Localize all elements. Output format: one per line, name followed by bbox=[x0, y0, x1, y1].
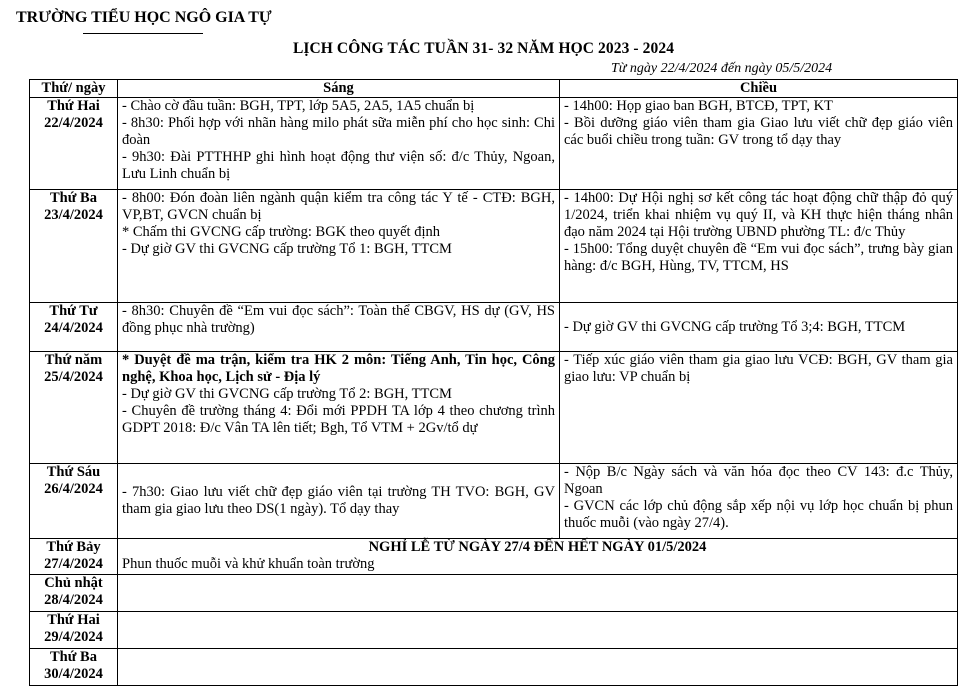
day-name: Chủ nhật bbox=[44, 575, 103, 591]
holiday-row bbox=[30, 539, 958, 575]
morning-item-highlight: * Duyệt đề ma trận, kiểm tra HK 2 môn: Tiếng Anh, Tin học, Công nghệ, Khoa học, Lịch sử - Địa lý bbox=[122, 352, 555, 385]
day-cell bbox=[30, 539, 118, 575]
morning-item: * Chấm thi GVCNG cấp trường: BGK theo quyết định bbox=[122, 224, 440, 240]
day-date: 27/4/2024 bbox=[44, 556, 103, 572]
date-range: Từ ngày 22/4/2024 đến ngày 05/5/2024 bbox=[611, 61, 833, 76]
schedule-row bbox=[30, 190, 958, 303]
holiday-row bbox=[30, 649, 958, 686]
day-date: 30/4/2024 bbox=[44, 666, 103, 682]
day-date: 24/4/2024 bbox=[44, 320, 103, 336]
day-name: Thứ Sáu bbox=[46, 464, 101, 480]
schedule-table bbox=[29, 79, 958, 686]
document-title: LỊCH CÔNG TÁC TUẦN 31- 32 NĂM HỌC 2023 - 2024 bbox=[292, 40, 675, 57]
school-name: TRƯỜNG TIỂU HỌC NGÔ GIA TỰ bbox=[16, 9, 272, 26]
header-row bbox=[30, 80, 958, 98]
morning-item: - Dự giờ GV thi GVCNG cấp trường Tổ 1: BGH, TTCM bbox=[122, 241, 452, 257]
afternoon-cell bbox=[560, 190, 958, 303]
holiday-row bbox=[30, 612, 958, 649]
morning-item: - 8h30: Phối hợp với nhãn hàng milo phát sữa miễn phí cho học sinh: Chi đoàn bbox=[122, 115, 555, 148]
afternoon-item: - Nộp B/c Ngày sách và văn hóa đọc theo CV 143: đ.c Thủy, Ngoan bbox=[564, 464, 953, 497]
day-cell bbox=[30, 464, 118, 539]
day-date: 26/4/2024 bbox=[44, 481, 103, 497]
afternoon-cell bbox=[560, 98, 958, 190]
afternoon-cell bbox=[560, 303, 958, 352]
empty-cell bbox=[118, 575, 958, 612]
day-name: Thứ Ba bbox=[50, 649, 97, 665]
holiday-note: Phun thuốc muỗi và khử khuẩn toàn trường bbox=[122, 556, 375, 572]
schedule-row bbox=[30, 303, 958, 352]
morning-item: - 9h30: Đài PTTHHP ghi hình hoạt động thư viện số: đ/c Thủy, Ngoan, Lưu Linh chuẩn bị bbox=[122, 149, 555, 182]
afternoon-cell bbox=[560, 464, 958, 539]
afternoon-item: - GVCN các lớp chủ động sắp xếp nội vụ lớp học chuẩn bị phun thuốc muỗi (vào ngày 27/4). bbox=[564, 498, 953, 531]
column-header-morning: Sáng bbox=[118, 80, 560, 98]
day-date: 23/4/2024 bbox=[44, 207, 103, 223]
afternoon-item: - Dự giờ GV thi GVCNG cấp trường Tổ 3;4: BGH, TTCM bbox=[564, 318, 906, 335]
day-date: 29/4/2024 bbox=[44, 629, 103, 645]
afternoon-item: - 14h00: Dự Hội nghị sơ kết công tác hoạt động chữ thập đỏ quý 1/2024, triển khai nhiệm vụ quý II, và KH thực hiện tháng nhân đạo năm 2024 tại Hội trường UBND phường TL: đ/c Thủy bbox=[564, 190, 953, 240]
day-name: Thứ Bảy bbox=[46, 539, 101, 555]
day-name: Thứ năm bbox=[44, 352, 103, 368]
day-cell bbox=[30, 649, 118, 686]
schedule-row bbox=[30, 352, 958, 464]
day-cell bbox=[30, 190, 118, 303]
morning-item: - Chào cờ đầu tuần: BGH, TPT, lớp 5A5, 2A5, 1A5 chuẩn bị bbox=[122, 98, 475, 114]
afternoon-cell bbox=[560, 352, 958, 464]
afternoon-item: - Bồi dưỡng giáo viên tham gia Giao lưu viết chữ đẹp giáo viên các buổi chiều trong tuần: GV trong tổ dạy thay bbox=[564, 115, 953, 148]
afternoon-item: - 14h00: Họp giao ban BGH, BTCĐ, TPT, KT bbox=[564, 98, 833, 114]
empty-cell bbox=[118, 612, 958, 649]
holiday-row bbox=[30, 575, 958, 612]
holiday-title: NGHỈ LỄ TỪ NGÀY 27/4 ĐẾN HẾT NGÀY 01/5/2024 bbox=[368, 539, 707, 555]
morning-item: - 8h00: Đón đoàn liên ngành quận kiểm tra công tác Y tế - CTĐ: BGH, VP,BT, GVCN chuẩn bị bbox=[122, 190, 555, 223]
afternoon-item: - Tiếp xúc giáo viên tham gia giao lưu VCĐ: BGH, GV tham gia giao lưu: VP chuẩn bị bbox=[564, 352, 953, 385]
day-date: 22/4/2024 bbox=[44, 115, 103, 131]
school-name-underline bbox=[83, 33, 203, 34]
day-cell bbox=[30, 98, 118, 190]
column-header-afternoon: Chiều bbox=[560, 80, 958, 98]
morning-cell bbox=[118, 352, 560, 464]
day-cell bbox=[30, 352, 118, 464]
afternoon-item: - 15h00: Tổng duyệt chuyên đề “Em vui đọc sách”, trưng bày gian hàng: đ/c BGH, Hùng, TV, TTCM, HS bbox=[564, 241, 953, 274]
morning-cell bbox=[118, 98, 560, 190]
empty-cell bbox=[118, 649, 958, 686]
day-cell bbox=[30, 575, 118, 612]
day-cell bbox=[30, 303, 118, 352]
morning-item: - 7h30: Giao lưu viết chữ đẹp giáo viên tại trường TH TVO: BGH, GV tham gia giao lưu theo DS(1 ngày). Tổ dạy thay bbox=[122, 484, 555, 517]
morning-item: - Chuyên đề trường tháng 4: Đổi mới PPDH TA lớp 4 theo chương trình GDPT 2018: Đ/c Vân TA lên tiết; Bgh, Tổ VTM + 2Gv/tổ dự bbox=[122, 403, 555, 436]
holiday-cell bbox=[118, 539, 958, 575]
morning-cell bbox=[118, 190, 560, 303]
day-cell bbox=[30, 612, 118, 649]
schedule-row bbox=[30, 98, 958, 190]
day-name: Thứ Hai bbox=[47, 612, 100, 628]
day-date: 25/4/2024 bbox=[44, 369, 103, 385]
morning-cell bbox=[118, 464, 560, 539]
morning-item: - Dự giờ GV thi GVCNG cấp trường Tổ 2: BGH, TTCM bbox=[122, 386, 452, 402]
column-header-day: Thứ/ ngày bbox=[30, 80, 118, 98]
morning-item: - 8h30: Chuyên đề “Em vui đọc sách”: Toàn thể CBGV, HS dự (GV, HS đồng phục nhà trường) bbox=[122, 303, 555, 336]
schedule-row bbox=[30, 464, 958, 539]
morning-cell bbox=[118, 303, 560, 352]
day-date: 28/4/2024 bbox=[44, 592, 103, 608]
day-name: Thứ Tư bbox=[49, 303, 98, 319]
day-name: Thứ Hai bbox=[47, 98, 100, 114]
day-name: Thứ Ba bbox=[50, 190, 97, 206]
